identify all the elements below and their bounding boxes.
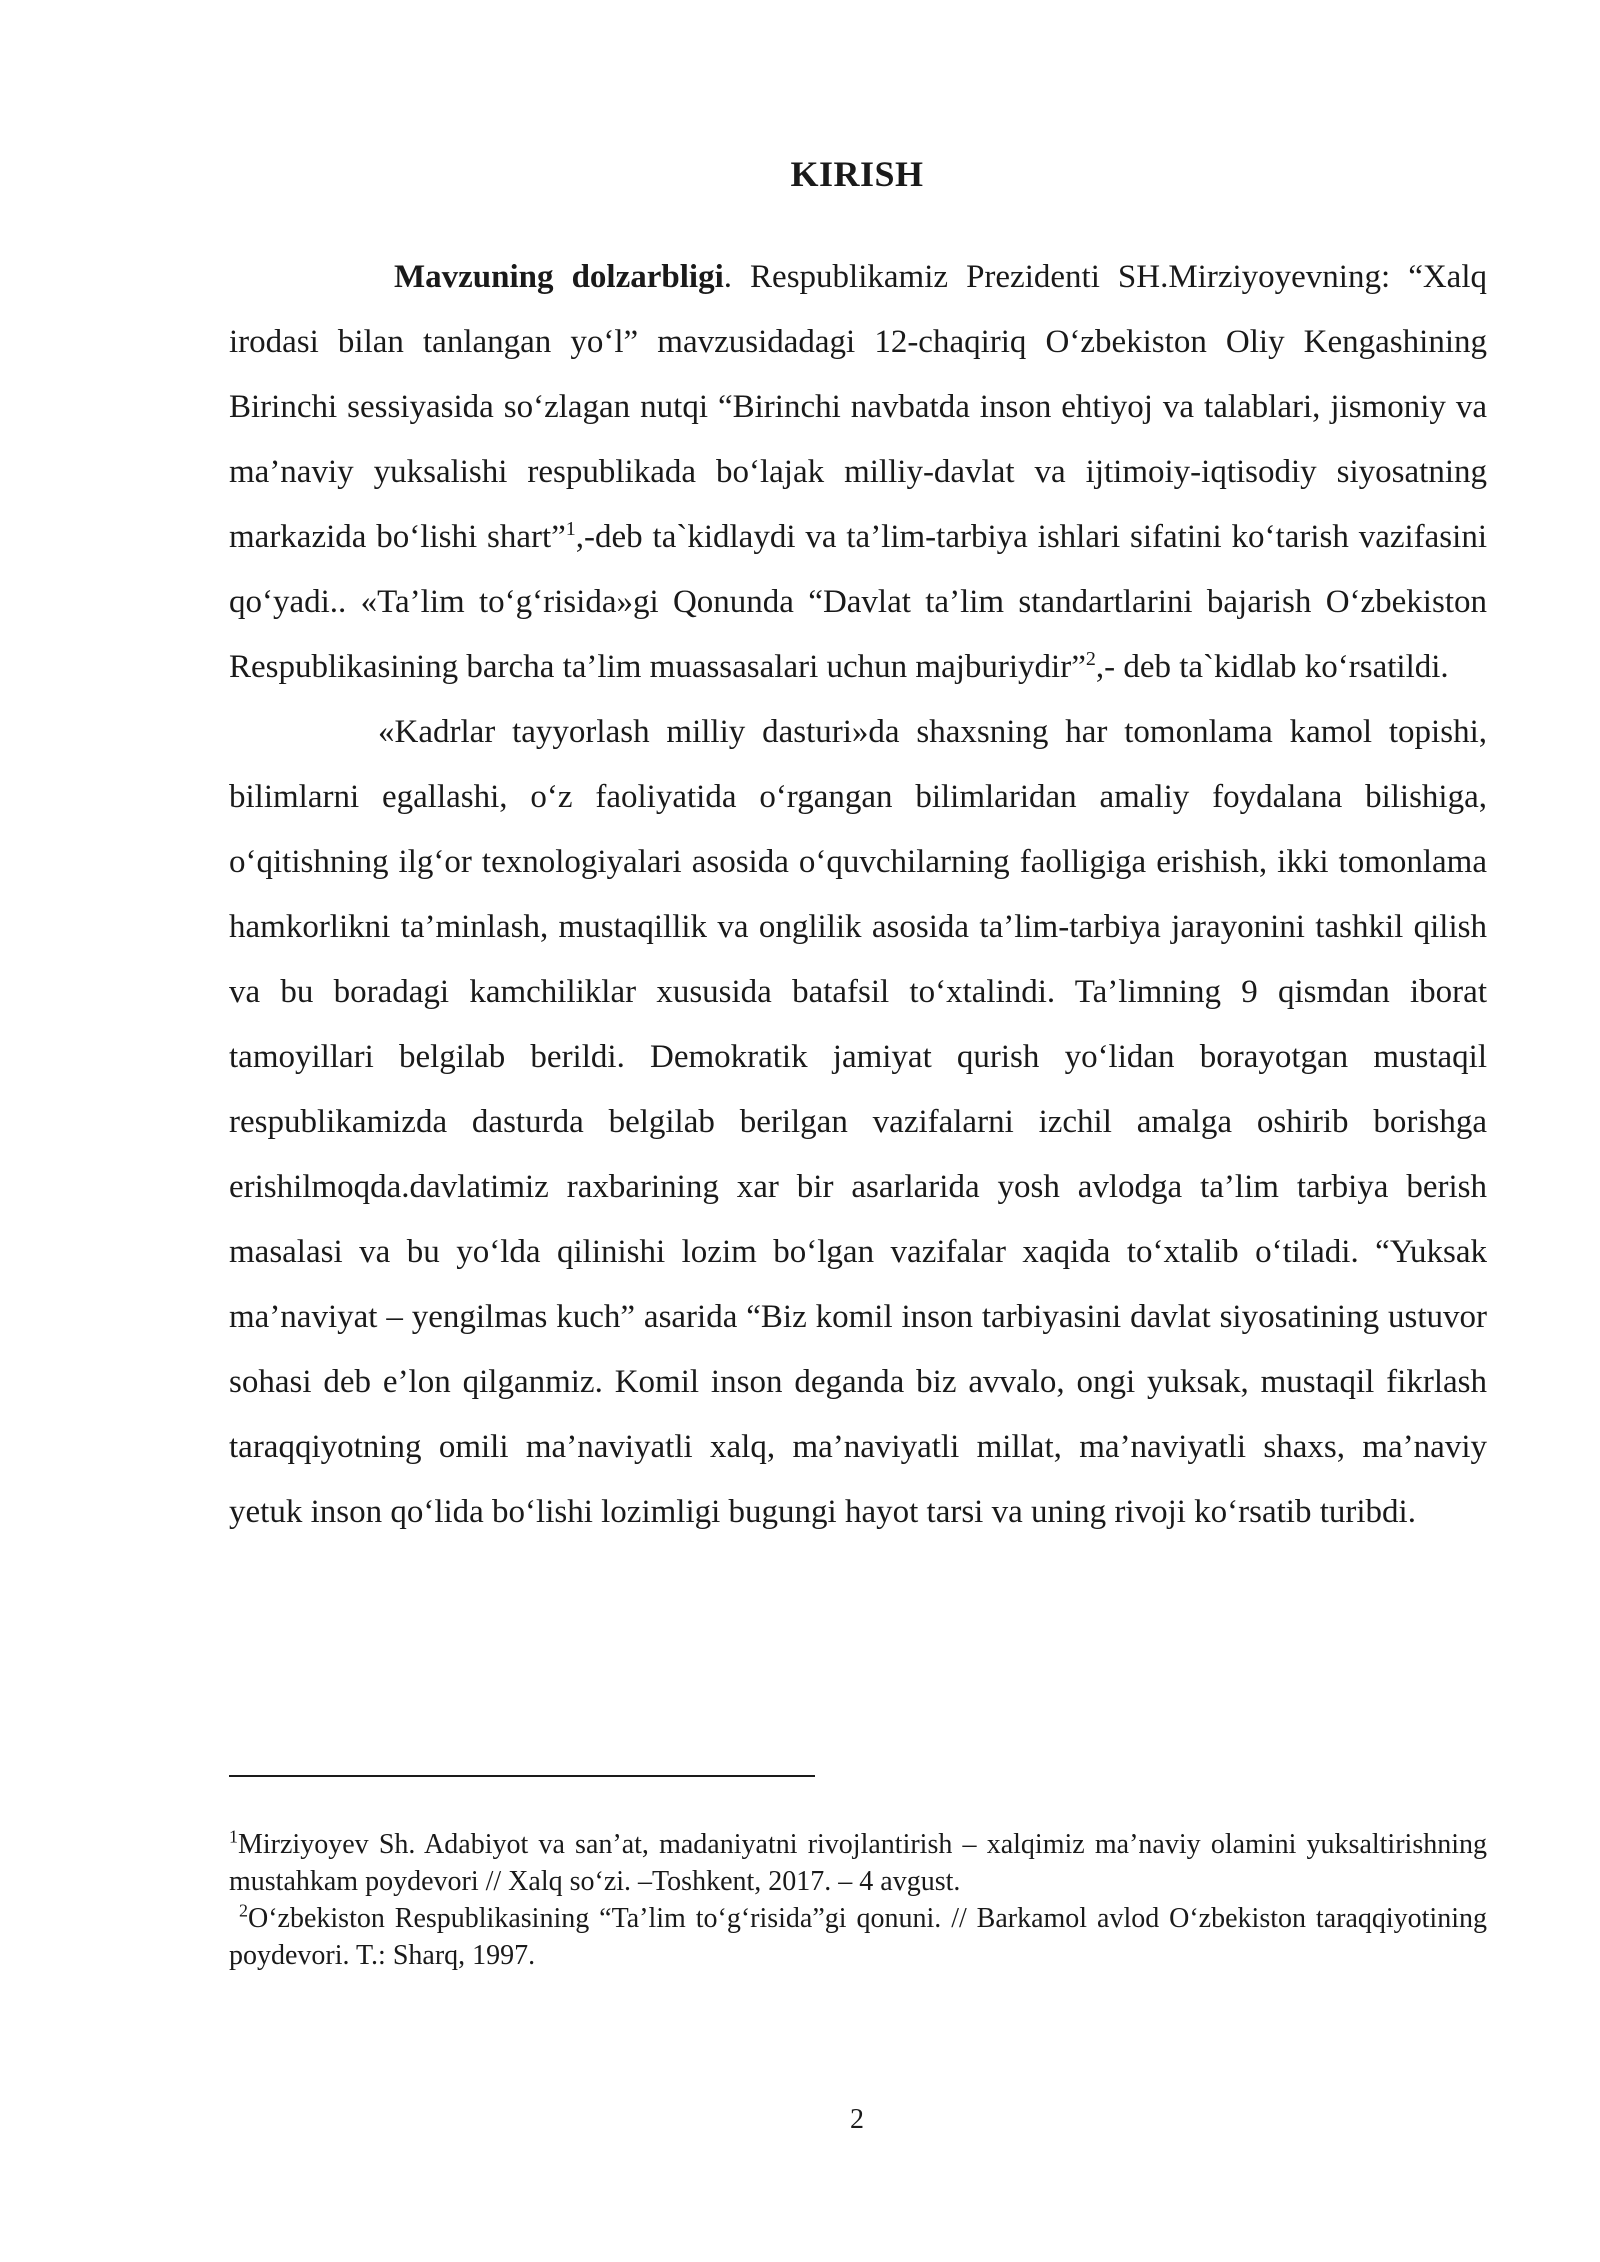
footnote-text-1: Mirziyoyev Sh. Adabiyot va san’at, madaniyatni rivojlantirish – xalqimiz ma’naviy olamini yuksaltirishning mustahkam poydevori // Xalq so‘zi. –Toshkent, 2017. – 4 avgust. xyxy=(229,1829,1487,1897)
footnote-text-2: O‘zbekiston Respublikasining “Ta’lim to‘g‘risida”gi qonuni. // Barkamol avlod O‘zbekiston taraqqiyotining poydevori. T.: Sharq, 1997. xyxy=(229,1903,1487,1971)
footnote-separator xyxy=(229,1775,815,1777)
footnote-1 xyxy=(229,1826,1487,1900)
footnote-mark-2: 2 xyxy=(239,1900,248,1921)
paragraph-program: «Kadrlar tayyorlash milliy dasturi»da shaxsning har tomonlama kamol topishi, bilimlarni egallashi, o‘z faoliyatida o‘rgangan bilimlaridan amaliy foydalana bilishiga, o‘qitishning ilg‘or texnologiyalari asosida o‘quvchilarning faolligiga erishish, ikki tomonlama hamkorlikni ta’minlash, mustaqillik va onglilik asosida ta’lim-tarbiya jarayonini tashkil qilish va bu boradagi kamchiliklar xususida batafsil to‘xtalindi. Ta’limning 9 qismdan iborat tamoyillari belgilab berildi. Demokratik jamiyat qurish yo‘lidan borayotgan mustaqil respublikamizda dasturda belgilab berilgan vazifalarni izchil amalga oshirib borishga erishilmoqda.davlatimiz raxbarining xar bir asarlarida yosh avlodga ta’lim tarbiya berish masalasi va bu yo‘lda qilinishi lozim bo‘lgan vazifalar xaqida to‘xtalib o‘tiladi. “Yuksak ma’naviyat – yengilmas kuch” asarida “Biz komil inson tarbiyasini davlat siyosatining ustuvor sohasi deb e’lon qilganmiz. Komil inson deganda biz avvalo, ongi yuksak, mustaqil fikrlash taraqqiyotning omili ma’naviyatli xalq, ma’naviyatli millat, ma’naviyatli shaxs, ma’naviy yetuk inson qo‘lida bo‘lishi lozimligi bugungi hayot tarsi va uning rivoji ko‘rsatib turibdi. xyxy=(229,714,1487,1530)
paragraph-lead: Mavzuning dolzarbligi xyxy=(394,259,724,295)
paragraph-text-a: . Respublikamiz Prezidenti SH.Mirziyoyevning: “Xalq irodasi bilan tanlangan yo‘l” mavzusidadagi 12-chaqiriq O‘zbekiston Oliy Kengashining Birinchi sessiyasida so‘zlagan nutqi “Birinchi navbatda inson ehtiyoj va talablari, jismoniy va ma’naviy yuksalishi respublikada bo‘lajak milliy-davlat va ijtimoiy-iqtisodiy siyosatning markazida bo‘lishi shart” xyxy=(229,259,1487,555)
body-text xyxy=(229,245,1487,1545)
footnote-2 xyxy=(229,1900,1487,1974)
page-number: 2 xyxy=(850,2104,864,2135)
footnote-ref-1[interactable]: 1 xyxy=(565,518,576,540)
paragraph-relevance xyxy=(229,245,1487,700)
section-heading: KIRISH xyxy=(790,154,924,194)
footnotes xyxy=(229,1826,1487,1974)
paragraph-text-b: ,-deb ta`kidlaydi va ta’lim-tarbiya ishlari sifatini ko‘tarish vazifasini qo‘yadi.. «Ta’lim to‘g‘risida»gi Qonunda “Davlat ta’lim standartlarini bajarish O‘zbekiston Respublikasining barcha ta’lim muassasalari uchun majburiydir” xyxy=(229,519,1487,685)
paragraph-text-c: ,- deb ta`kidlab ko‘rsatildi. xyxy=(1095,649,1449,685)
footnote-mark-1: 1 xyxy=(229,1826,238,1847)
footnote-ref-2[interactable]: 2 xyxy=(1085,648,1096,670)
